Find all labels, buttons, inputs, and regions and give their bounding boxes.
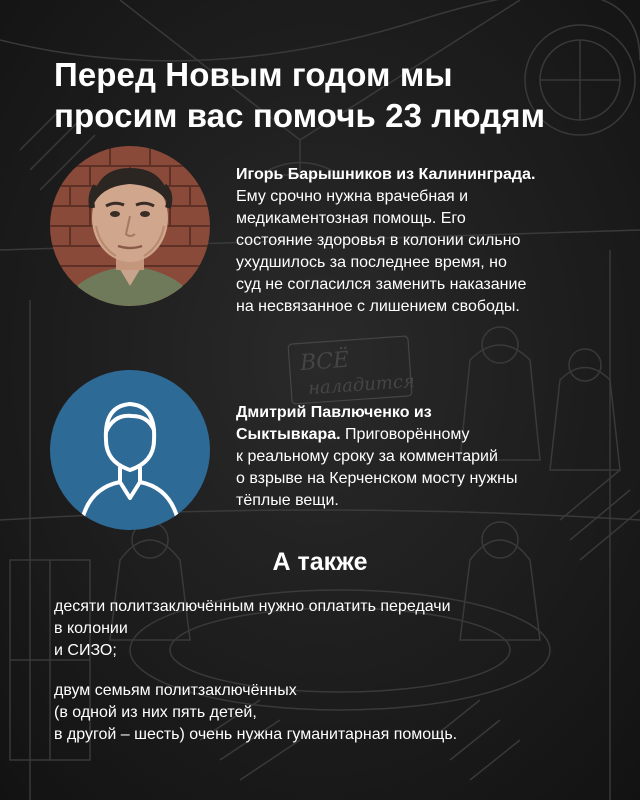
person-1-line-3: состояние здоровья в колонии сильно — [236, 232, 521, 249]
headline-line-2: просим вас помочь 23 людям — [54, 97, 546, 134]
person-2-text — [236, 402, 616, 512]
placeholder-avatar-icon — [50, 370, 210, 530]
also-paragraph-1-line-3: и СИЗО; — [54, 642, 117, 659]
also-paragraph-1-line-2: в колонии — [54, 620, 128, 637]
person-2-line-1: Приговорённому — [340, 426, 470, 443]
person-1-line-2: медикаментозная помощь. Его — [236, 210, 466, 227]
person-1-line-5: суд не согласился заменить наказание — [236, 276, 527, 293]
sketch-text-naladitsya: наладится — [307, 370, 416, 400]
also-heading: А также — [272, 548, 368, 576]
headline-line-1: Перед Новым годом мы — [54, 56, 453, 93]
also-paragraph-2-line-1: двум семьям политзаключённых — [54, 682, 297, 699]
also-paragraph-1-line-1: десяти политзаключённым нужно оплатить передачи — [54, 598, 451, 615]
person-2-line-3: о взрыве на Керченском мосту нужны — [236, 470, 518, 487]
sketch-text-vse: ВСЁ — [299, 347, 350, 377]
portrait-photo — [50, 146, 210, 306]
person-2-line-4: тёплые вещи. — [236, 492, 339, 509]
also-paragraph-1 — [54, 596, 624, 662]
person-1-line-4: ухудшилось за последнее время, но — [236, 254, 507, 271]
person-1-text — [236, 164, 616, 318]
person-1-line-6: на несвязанное с лишением свободы. — [236, 298, 520, 315]
person-2-line-2: к реальному сроку за комментарий — [236, 448, 498, 465]
person-1-name: Игорь Барышников из Калининграда. — [236, 166, 536, 183]
person-2-name-line-1: Дмитрий Павлюченко из — [236, 404, 432, 421]
also-paragraph-2-line-3: в другой – шесть) очень нужна гуманитарная помощь. — [54, 726, 458, 743]
person-1-line-1: Ему срочно нужна врачебная и — [236, 188, 469, 205]
also-paragraph-2 — [54, 680, 624, 746]
also-paragraph-2-line-2: (в одной из них пять детей, — [54, 704, 257, 721]
person-2-name-line-2: Сыктывкара. — [236, 426, 341, 443]
headline — [54, 54, 614, 136]
